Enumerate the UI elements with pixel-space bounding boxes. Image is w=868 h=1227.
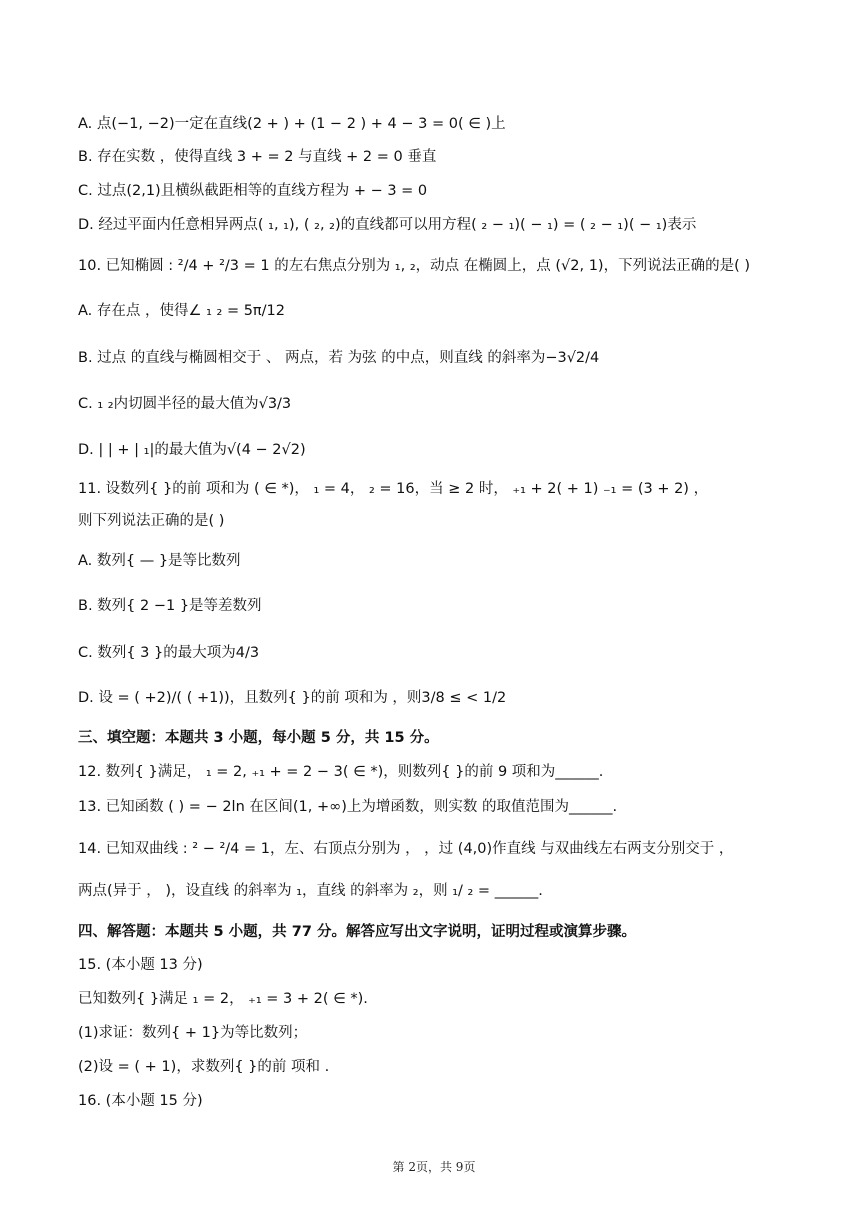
section-3-heading: 三、填空题：本题共 3 小题，每小题 5 分，共 15 分。 (78, 730, 439, 746)
q11-option-d: D. 设 = ( +2)/( ( +1))，且数列{ }的前 项和为 ，则3/8 ≤ < 1/2 (78, 690, 507, 706)
question-14: 14. 已知双曲线 : ² − ²/4 = 1，左、右顶点分别为 ， ，过 (4,0)作直线 与双曲线左右两支分别交于 ， (78, 841, 734, 857)
question-15-body: 已知数列{ }满足 ₁ = 2， ₊₁ = 3 + 2( ∈ *). (78, 991, 368, 1007)
option-c-line: C. 过点(2,1)且横纵截距相等的直线方程为 + − 3 = 0 (78, 183, 428, 199)
question-10: 10. 已知椭圆 : ²/4 + ²/3 = 1 的左右焦点分别为 ₁, ₂，动点 在椭圆上，点 (√2, 1)，下列说法正确的是( ) (78, 258, 751, 274)
option-a-line: A. 点(−1, −2)一定在直线(2 + ) + (1 − 2 ) + 4 − 3 = 0( ∈ )上 (78, 116, 506, 132)
q11-option-c: C. 数列{ 3 }的最大项为4/3 (78, 645, 260, 661)
section-4-heading: 四、解答题：本题共 5 小题，共 77 分。解答应写出文字说明，证明过程或演算步骤。 (78, 924, 636, 940)
q10-option-d: D. | | + | ₁|的最大值为√(4 − 2√2) (78, 442, 306, 458)
question-11-cont: 则下列说法正确的是( ) (78, 513, 225, 529)
question-14-cont: 两点(异于 ， )，设直线 的斜率为 ₁，直线 的斜率为 ₂，则 ₁/ ₂ = ______. (78, 883, 543, 899)
option-b-line: B. 存在实数 ，使得直线 3 + = 2 与直线 + 2 = 0 垂直 (78, 149, 437, 165)
question-15-part-1: (1)求证：数列{ + 1}为等比数列； (78, 1025, 308, 1041)
question-13: 13. 已知函数 ( ) = − 2ln 在区间(1, +∞)上为增函数，则实数 的取值范围为______. (78, 799, 618, 815)
question-15-part-2: (2)设 = ( + 1)，求数列{ }的前 项和 . (78, 1059, 330, 1075)
question-15-header: 15. (本小题 13 分) (78, 957, 203, 973)
question-11: 11. 设数列{ }的前 项和为 ( ∈ *)， ₁ = 4， ₂ = 16，当 ≥ 2 时， ₊₁ + 2( + 1) ₋₁ = (3 + 2) ， (78, 481, 709, 497)
question-12: 12. 数列{ }满足， ₁ = 2, ₊₁ + = 2 − 3( ∈ *)，则数列{ }的前 9 项和为______. (78, 764, 604, 780)
q11-option-a: A. 数列{ — }是等比数列 (78, 553, 241, 569)
page-footer: 第 2页，共 9页 (392, 1160, 476, 1174)
q10-option-a: A. 存在点 ，使得∠ ₁ ₂ = 5π/12 (78, 303, 285, 319)
question-16-header: 16. (本小题 15 分) (78, 1093, 203, 1109)
q10-option-b: B. 过点 的直线与椭圆相交于 、 两点，若 为弦 的中点，则直线 的斜率为−3√2/4 (78, 350, 600, 366)
q11-option-b: B. 数列{ 2 −1 }是等差数列 (78, 598, 262, 614)
option-d-line: D. 经过平面内任意相异两点( ₁, ₁), ( ₂, ₂)的直线都可以用方程( ₂ − ₁)( − ₁) = ( ₂ − ₁)( − ₁)表示 (78, 217, 697, 233)
q10-option-c: C. ₁ ₂内切圆半径的最大值为√3/3 (78, 396, 292, 412)
